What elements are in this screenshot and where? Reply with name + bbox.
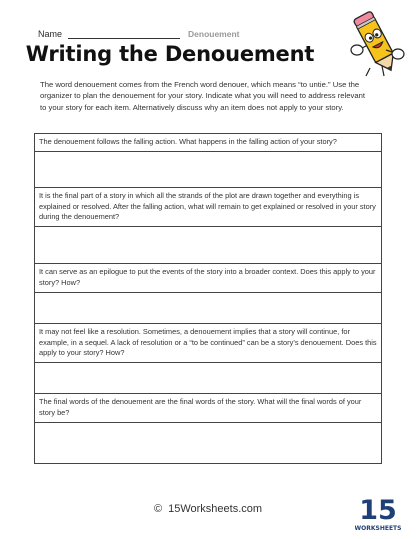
answer-box-epilogue[interactable] (35, 293, 381, 324)
footer-site: 15Worksheets.com (168, 503, 263, 515)
name-header (38, 25, 240, 39)
worksheet-title: Writing the Denouement (25, 42, 315, 66)
prompt-epilogue: It can serve as an epilogue to put the events of the story into a broader context. Does this apply to your story? How? (35, 264, 381, 293)
prompt-final-part: It is the final part of a story in which all the strands of the plot are drawn together and everything is explained or resolved. After the falling action, what will remain to get explained or resolved in your story during the denouement? (35, 188, 381, 227)
prompt-final-words: The final words of the denouement are the final words of the story. What will the final words of your story be? (35, 394, 381, 423)
name-label: Name (38, 29, 63, 39)
answer-box-falling-action[interactable] (35, 152, 381, 188)
answer-box-final-words[interactable] (35, 423, 381, 463)
logo-number: 15 (359, 495, 397, 526)
copyright-icon: © (153, 503, 163, 515)
topic-label: Denouement (188, 29, 240, 39)
prompt-falling-action: The denouement follows the falling action. What happens in the falling action of your story? (35, 134, 381, 152)
worksheets-logo (355, 491, 401, 533)
prompt-resolution: It may not feel like a resolution. Sometimes, a denouement implies that a story will continue, for example, in a sequel. A lack of resolution or a “to be continued” can be a story’s denouement. Does this apply to your story? How? (35, 324, 381, 363)
pencil-mascot-icon (348, 8, 406, 78)
logo-text: WORKSHEETS (355, 525, 401, 532)
footer (0, 503, 416, 515)
answer-box-resolution[interactable] (35, 363, 381, 394)
graphic-organizer (34, 133, 382, 464)
intro-paragraph: The word denouement comes from the French word denouer, which means “to untie.” Use the organizer to plan the denouement for your story. Indicate what you will need to address relevant to your story for each item. Alternatively discuss why an item does not apply to your story. (40, 80, 366, 112)
answer-box-final-part[interactable] (35, 227, 381, 264)
name-field-line[interactable] (68, 28, 180, 39)
